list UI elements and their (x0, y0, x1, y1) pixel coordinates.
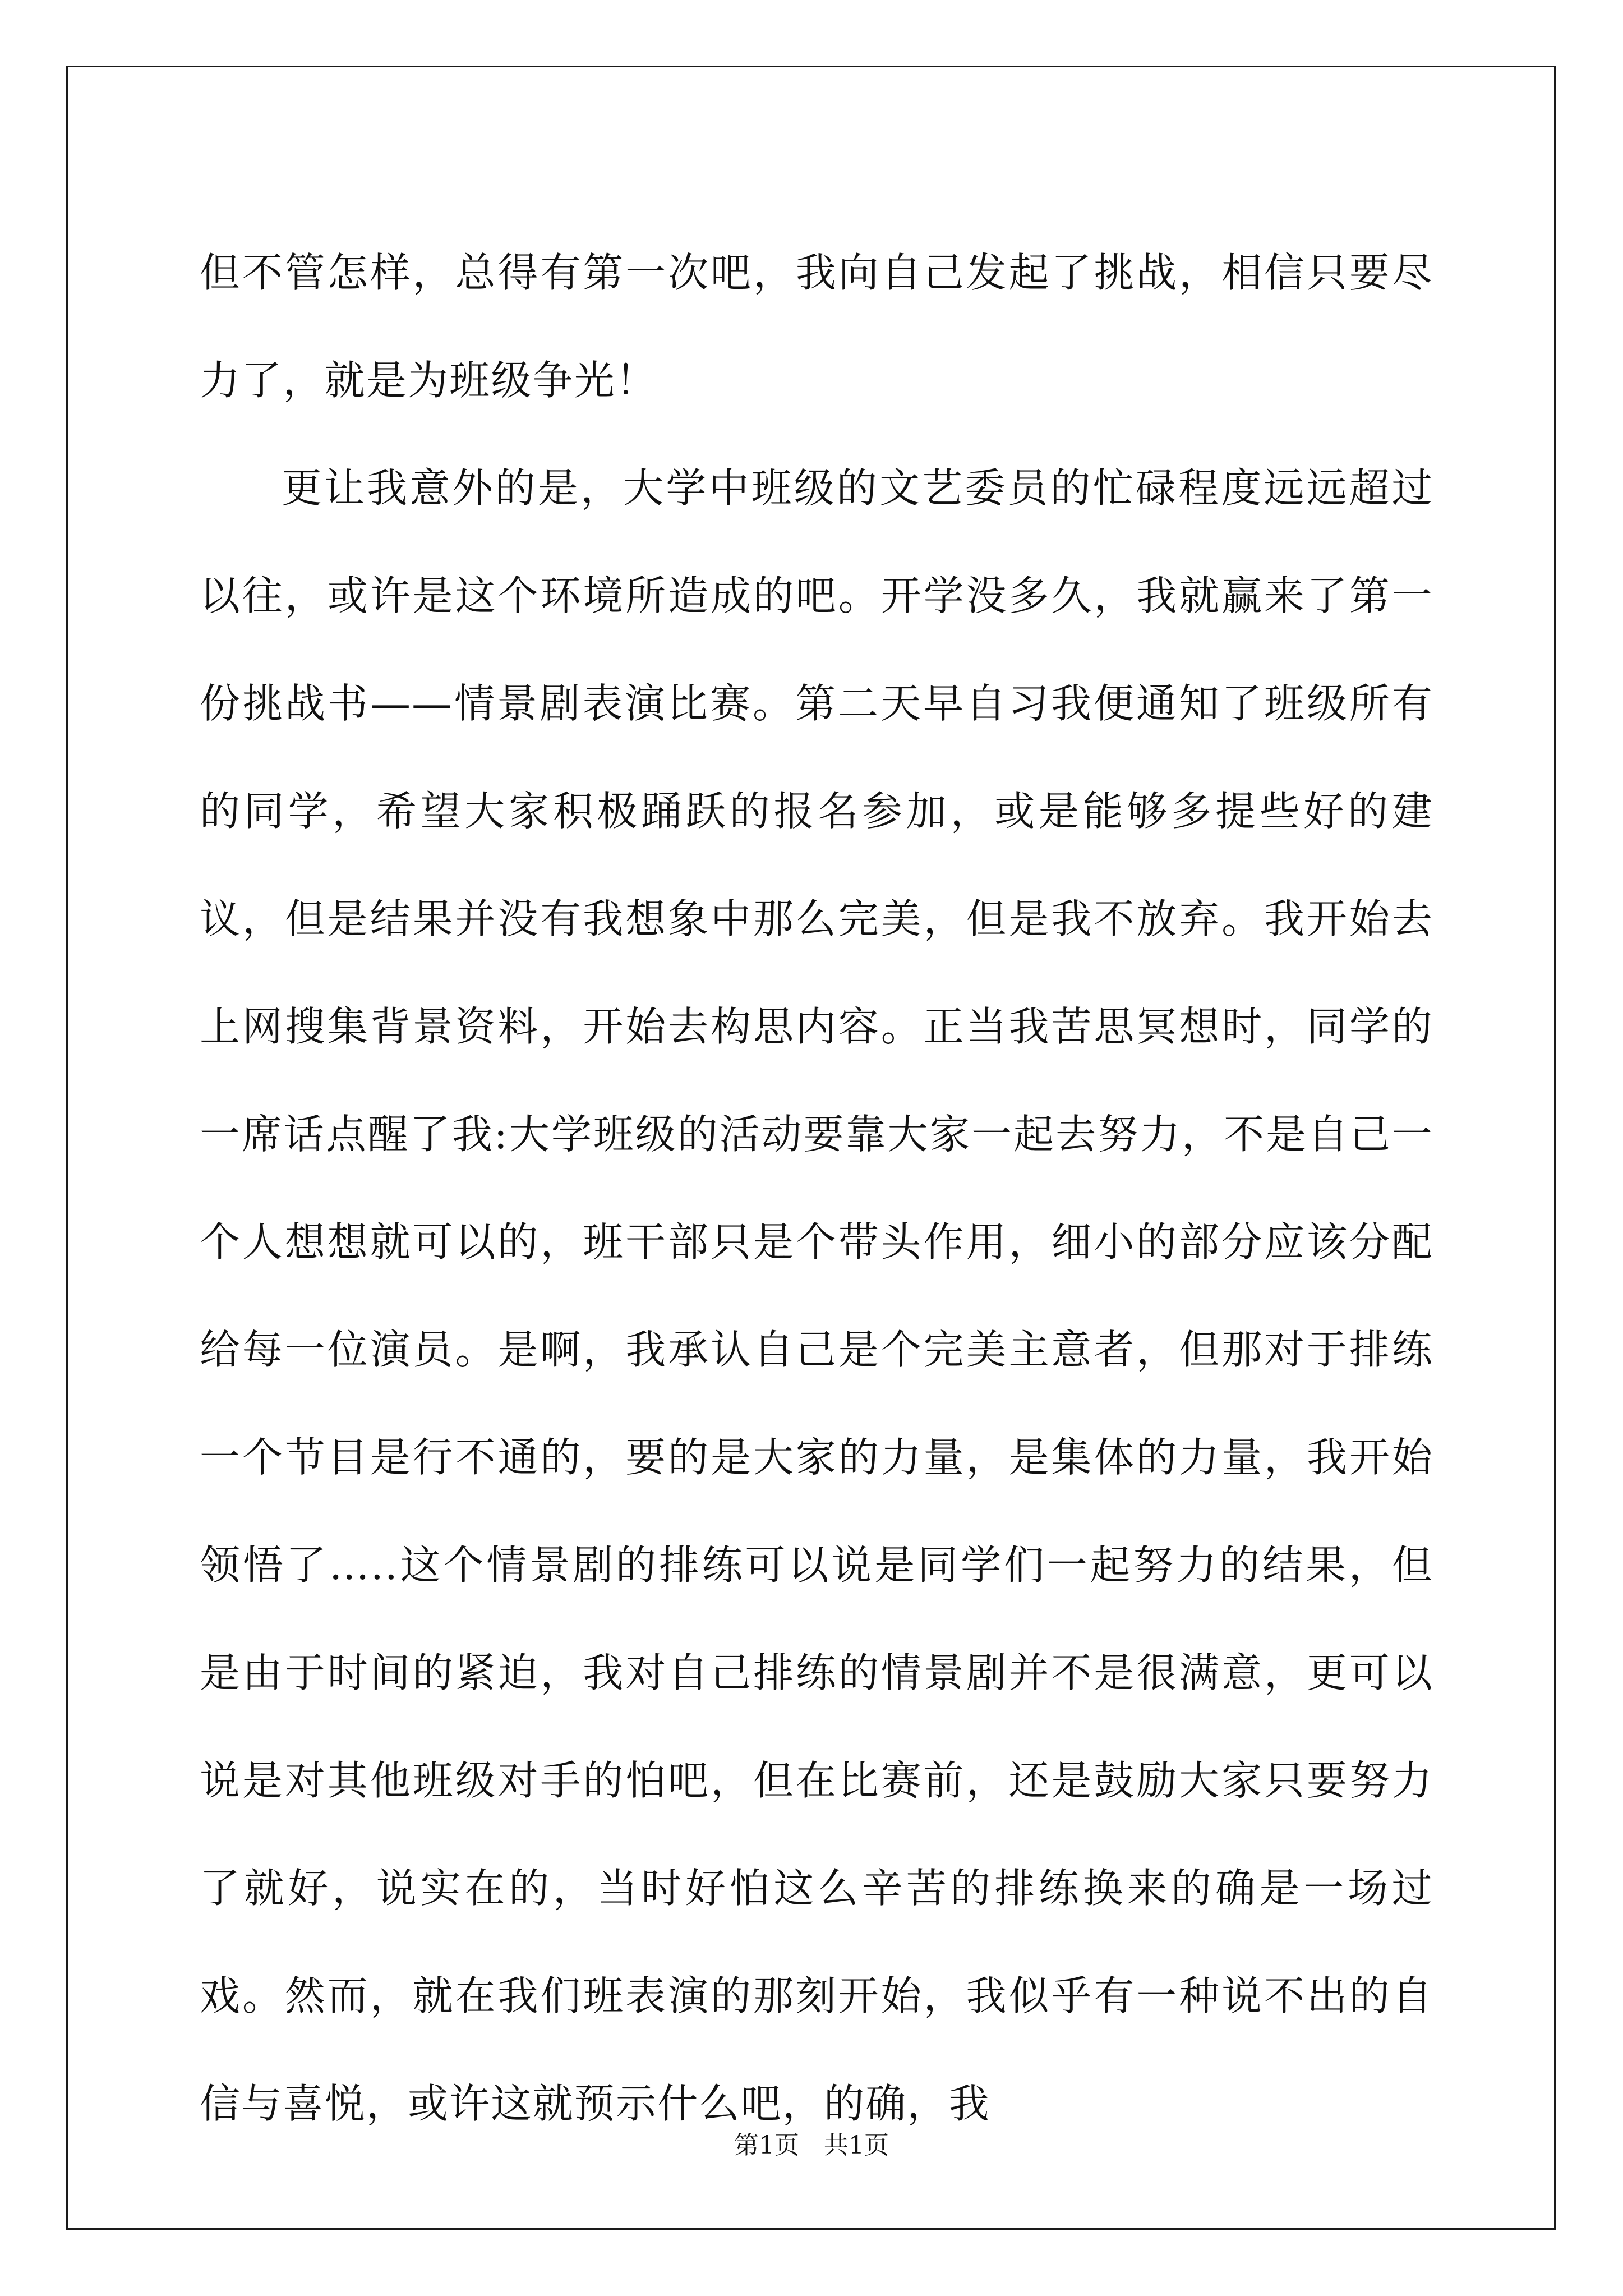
paragraph-continued: 但不管怎样，总得有第一次吧，我向自己发起了挑战，相信只要尽力了，就是为班级争光！ (200, 249, 1433, 404)
page-number-current: 第1页 (734, 2131, 799, 2160)
page-number-total: 共1页 (824, 2131, 889, 2160)
paragraph-main: 更让我意外的是，大学中班级的文艺委员的忙碌程度远远超过以往，或许是这个环境所造成的吧。开学没多久，我就赢来了第一份挑战书——情景剧表演比赛。第二天早自习我便通知了班级所有的同学，希望大家积极踊跃的报名参加，或是能够多提些好的建议，但是结果并没有我想象中那么完美，但是我不放弃。我开始去上网搜集背景资料，开始去构思内容。正当我苦思冥想时，同学的一席话点醒了我:大学班级的活动要靠大家一起去努力，不是自己一个人想想就可以的，班干部只是个带头作用，细小的部分应该分配给每一位演员。是啊，我承认自己是个完美主意者，但那对于排练一个节目是行不通的，要的是大家的力量，是集体的力量，我开始领悟了…..这个情景剧的排练可以说是同学们一起努力的结果，但是由于时间的紧迫，我对自己排练的情景剧并不是很满意，更可以说是对其他班级对手的怕吧，但在比赛前，还是鼓励大家只要努力了就好，说实在的，当时好怕这么辛苦的排练换来的确是一场过戏。然而，就在我们班表演的那刻开始，我似乎有一种说不出的自信与喜悦，或许这就预示什么吧，的确，我 (200, 464, 1433, 2127)
page-footer (0, 2129, 1623, 2162)
document-body (200, 219, 1433, 2157)
